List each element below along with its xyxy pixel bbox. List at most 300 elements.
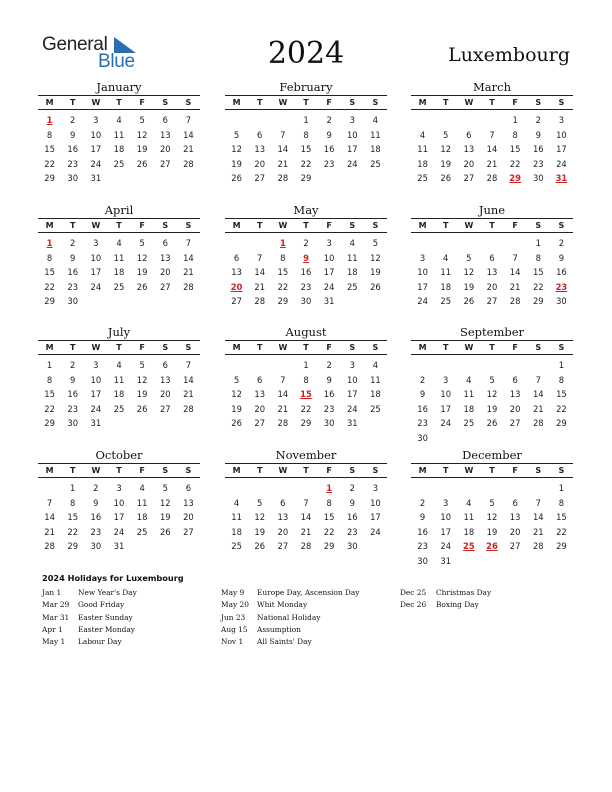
day-cell: 9 [558, 252, 565, 263]
day-cell: 26 [231, 418, 242, 428]
holiday-date: May 9 [221, 588, 245, 597]
weekday-label: M [418, 466, 427, 475]
holiday-row [221, 612, 359, 624]
day-cell: 14 [277, 144, 289, 154]
holiday-day-cell: 20 [230, 281, 243, 292]
weekday-label: S [372, 466, 379, 475]
holiday-day-cell: 25 [463, 541, 475, 551]
day-cell: 27 [509, 541, 521, 551]
day-cell: 14 [277, 389, 289, 399]
day-cell: 27 [159, 403, 171, 414]
weekday-label: M [45, 98, 54, 107]
weekday-label: M [45, 221, 54, 230]
day-cell: 6 [162, 115, 168, 125]
day-cell: 3 [93, 238, 99, 248]
day-cell: 24 [90, 158, 102, 169]
weekday-label: T [69, 466, 76, 475]
day-cell: 29 [532, 296, 544, 306]
empty-day-cell [411, 113, 434, 128]
day-cell: 12 [486, 389, 498, 399]
day-cell: 10 [370, 497, 381, 508]
weekday-label: W [91, 221, 101, 230]
day-cell: 20 [277, 526, 289, 537]
day-cell: 10 [323, 252, 335, 263]
holiday-day-cell: 31 [555, 173, 568, 183]
day-cell: 22 [277, 281, 289, 292]
holiday-name: Labour Day [78, 637, 122, 647]
weekday-label: T [256, 343, 263, 352]
empty-day-cell [527, 481, 550, 496]
day-cell: 17 [440, 526, 452, 537]
holiday-list-title: 2024 Holidays for Luxembourg [42, 573, 184, 583]
day-cell: 3 [349, 115, 355, 125]
day-cell: 2 [326, 115, 332, 125]
holiday-name: Whit Monday [257, 600, 308, 610]
days-grid [225, 233, 387, 309]
day-cell: 13 [277, 512, 289, 522]
day-cell: 3 [558, 115, 565, 125]
day-cell: 13 [254, 144, 266, 154]
day-cell: 24 [440, 418, 452, 428]
holiday-date: Mar 29 [42, 600, 70, 610]
day-cell: 22 [300, 403, 312, 414]
day-cell: 11 [136, 497, 148, 508]
weekday-label: S [558, 98, 565, 107]
holiday-day-cell: 23 [555, 281, 568, 292]
empty-day-cell [457, 113, 480, 128]
empty-day-cell [225, 236, 248, 251]
weekday-label: S [349, 466, 356, 475]
day-cell: 7 [185, 360, 192, 370]
day-cell: 18 [136, 512, 148, 522]
weekday-label: F [139, 221, 145, 230]
holiday-date: Apr 1 [42, 624, 63, 634]
day-cell: 30 [346, 541, 358, 551]
day-cell: 10 [346, 374, 358, 385]
weekday-label: M [418, 98, 427, 107]
weekday-label: T [256, 221, 263, 230]
day-cell: 24 [556, 158, 567, 169]
day-cell: 6 [466, 129, 472, 140]
holiday-list [42, 573, 582, 647]
day-cell: 28 [44, 541, 55, 551]
day-cell: 31 [440, 555, 452, 566]
day-cell: 7 [535, 497, 541, 508]
day-cell: 11 [346, 252, 358, 263]
weekday-label: W [464, 221, 474, 230]
day-cell: 25 [440, 296, 452, 306]
day-cell: 3 [372, 483, 379, 493]
day-cell: 16 [300, 267, 312, 277]
weekday-label: T [442, 98, 449, 107]
day-cell: 16 [417, 403, 428, 414]
weekday-header-row [411, 218, 573, 233]
empty-day-cell [38, 481, 61, 496]
day-cell: 29 [44, 296, 55, 306]
day-cell: 11 [113, 252, 125, 263]
day-cell: 8 [558, 497, 565, 508]
weekday-label: T [116, 221, 122, 230]
day-cell: 5 [443, 129, 449, 140]
day-cell: 3 [93, 360, 99, 370]
weekday-label: W [464, 343, 474, 352]
day-cell: 16 [323, 389, 335, 399]
holiday-day-cell: 15 [300, 389, 312, 399]
weekday-label: W [278, 98, 288, 107]
day-cell: 4 [116, 238, 122, 248]
weekday-label: F [139, 466, 145, 475]
day-cell: 7 [489, 129, 495, 140]
weekday-label: T [489, 343, 495, 352]
holiday-row [42, 587, 137, 599]
logo-general-text: General [42, 34, 108, 55]
day-cell: 23 [323, 403, 335, 414]
month-may [225, 203, 387, 309]
day-cell: 30 [67, 418, 79, 428]
day-cell: 6 [162, 238, 168, 248]
day-cell: 11 [370, 374, 381, 385]
day-cell: 9 [326, 374, 332, 385]
day-cell: 22 [556, 403, 567, 414]
day-cell: 23 [300, 281, 312, 292]
holiday-row [400, 599, 491, 611]
holiday-name: All Saints' Day [257, 637, 312, 647]
day-cell: 20 [254, 403, 266, 414]
day-cell: 17 [556, 144, 567, 154]
day-cell: 25 [370, 158, 381, 169]
weekday-label: W [278, 466, 288, 475]
weekday-header-row [38, 463, 200, 478]
day-cell: 13 [486, 267, 498, 277]
day-cell: 20 [183, 512, 194, 522]
day-cell: 28 [532, 418, 544, 428]
day-cell: 16 [323, 144, 335, 154]
day-cell: 6 [257, 129, 263, 140]
day-cell: 1 [303, 115, 309, 125]
day-cell: 16 [90, 512, 102, 522]
month-name: April [104, 203, 134, 217]
day-cell: 4 [372, 360, 379, 370]
days-grid [411, 110, 573, 186]
day-cell: 2 [326, 360, 332, 370]
empty-day-cell [457, 481, 480, 496]
day-cell: 19 [231, 158, 242, 169]
holiday-name: Europe Day, Ascension Day [257, 588, 360, 597]
day-cell: 22 [509, 158, 521, 169]
day-cell: 26 [486, 418, 498, 428]
day-cell: 9 [93, 497, 99, 508]
day-cell: 11 [463, 512, 475, 522]
weekday-label: F [326, 343, 332, 352]
day-cell: 9 [419, 389, 426, 399]
day-cell: 2 [419, 374, 426, 385]
weekday-label: T [256, 98, 263, 107]
day-cell: 27 [254, 418, 266, 428]
day-cell: 1 [558, 360, 565, 370]
day-cell: 11 [440, 267, 452, 277]
day-cell: 20 [509, 403, 521, 414]
day-cell: 22 [532, 281, 544, 292]
day-cell: 18 [463, 403, 475, 414]
day-cell: 29 [67, 541, 79, 551]
day-cell: 4 [116, 115, 122, 125]
month-july [38, 325, 200, 431]
day-cell: 22 [44, 158, 55, 169]
day-cell: 6 [185, 483, 192, 493]
day-cell: 29 [300, 418, 312, 428]
day-cell: 26 [136, 158, 148, 169]
day-cell: 25 [136, 526, 148, 537]
day-cell: 13 [509, 512, 521, 522]
weekday-label: T [69, 221, 76, 230]
weekday-label: M [232, 221, 241, 230]
weekday-label: S [162, 98, 169, 107]
day-cell: 17 [90, 267, 102, 277]
day-cell: 21 [44, 526, 55, 537]
day-cell: 15 [556, 389, 567, 399]
day-cell: 28 [183, 158, 194, 169]
day-cell: 20 [159, 389, 171, 399]
days-grid [38, 233, 200, 309]
day-cell: 31 [346, 418, 358, 428]
weekday-label: F [512, 221, 518, 230]
day-cell: 2 [70, 360, 76, 370]
day-cell: 13 [463, 144, 475, 154]
day-cell: 12 [159, 497, 171, 508]
holiday-date: Nov 1 [221, 637, 244, 647]
day-cell: 4 [372, 115, 379, 125]
day-cell: 11 [113, 374, 125, 385]
day-cell: 30 [300, 296, 312, 306]
day-cell: 21 [532, 403, 544, 414]
empty-day-cell [271, 358, 294, 373]
day-cell: 5 [489, 497, 495, 508]
day-cell: 8 [70, 497, 76, 508]
day-cell: 28 [277, 173, 289, 183]
day-cell: 24 [346, 158, 358, 169]
day-cell: 19 [136, 144, 148, 154]
holiday-day-cell: 1 [279, 238, 286, 248]
day-cell: 23 [346, 526, 358, 537]
day-cell: 10 [90, 129, 102, 140]
month-april [38, 203, 200, 309]
day-cell: 18 [440, 281, 452, 292]
day-cell: 22 [44, 403, 55, 414]
day-cell: 28 [183, 403, 194, 414]
weekday-label: M [232, 98, 241, 107]
holiday-date: Jun 23 [221, 612, 246, 622]
weekday-label: S [185, 98, 192, 107]
day-cell: 20 [486, 281, 498, 292]
month-june [411, 203, 573, 309]
day-cell: 18 [113, 267, 125, 277]
weekday-label: T [69, 343, 76, 352]
holiday-date: Dec 25 [400, 588, 427, 597]
day-cell: 12 [463, 267, 475, 277]
day-cell: 7 [46, 497, 53, 508]
day-cell: 28 [254, 296, 266, 306]
weekday-label: S [185, 221, 192, 230]
holiday-row [42, 612, 137, 624]
day-cell: 31 [90, 173, 102, 183]
weekday-label: S [349, 221, 356, 230]
day-cell: 28 [277, 418, 289, 428]
holiday-row [221, 599, 359, 611]
month-name: May [293, 203, 319, 217]
weekday-label: W [278, 343, 288, 352]
day-cell: 15 [300, 144, 312, 154]
day-cell: 9 [70, 129, 76, 140]
day-cell: 26 [231, 173, 242, 183]
day-cell: 5 [466, 252, 472, 263]
day-cell: 14 [509, 267, 521, 277]
day-cell: 28 [183, 281, 194, 292]
day-cell: 4 [443, 252, 449, 263]
day-cell: 30 [417, 555, 428, 566]
day-cell: 27 [277, 541, 289, 551]
day-cell: 17 [346, 389, 358, 399]
day-cell: 10 [113, 497, 125, 508]
days-grid [411, 233, 573, 309]
day-cell: 6 [512, 374, 518, 385]
day-cell: 14 [532, 512, 544, 522]
holiday-column [221, 587, 359, 648]
month-name: June [478, 203, 506, 217]
day-cell: 5 [233, 129, 240, 140]
weekday-label: T [442, 343, 449, 352]
empty-day-cell [480, 236, 503, 251]
empty-day-cell [248, 113, 271, 128]
month-name: January [96, 80, 142, 94]
weekday-label: F [139, 343, 145, 352]
day-cell: 3 [443, 497, 449, 508]
weekday-label: S [349, 343, 356, 352]
weekday-label: F [139, 98, 145, 107]
month-march [411, 80, 573, 186]
day-cell: 6 [233, 252, 240, 263]
day-cell: 17 [370, 512, 381, 522]
weekday-label: S [558, 221, 565, 230]
day-cell: 23 [323, 158, 335, 169]
holiday-column [400, 587, 491, 612]
day-cell: 8 [535, 252, 541, 263]
empty-day-cell [411, 236, 434, 251]
weekday-label: S [185, 466, 192, 475]
day-cell: 27 [463, 173, 475, 183]
day-cell: 18 [113, 144, 125, 154]
weekday-label: T [116, 343, 122, 352]
day-cell: 20 [159, 267, 171, 277]
day-cell: 26 [370, 281, 381, 292]
day-cell: 29 [323, 541, 335, 551]
weekday-label: W [91, 98, 101, 107]
day-cell: 24 [90, 403, 102, 414]
day-cell: 7 [185, 115, 192, 125]
day-cell: 6 [162, 360, 168, 370]
holiday-name: National Holiday [257, 612, 321, 622]
holiday-date: Jan 1 [42, 588, 62, 597]
day-cell: 14 [183, 129, 194, 140]
day-cell: 30 [323, 418, 335, 428]
holiday-date: May 20 [221, 600, 249, 610]
day-cell: 31 [90, 418, 102, 428]
day-cell: 7 [257, 252, 263, 263]
day-cell: 10 [346, 129, 358, 140]
day-cell: 15 [323, 512, 335, 522]
day-cell: 12 [486, 512, 498, 522]
weekday-header-row [225, 340, 387, 355]
day-cell: 13 [159, 374, 171, 385]
day-cell: 29 [300, 173, 312, 183]
day-cell: 25 [231, 541, 242, 551]
day-cell: 8 [46, 129, 53, 140]
empty-day-cell [504, 236, 527, 251]
day-cell: 24 [346, 403, 358, 414]
day-cell: 12 [136, 252, 148, 263]
holiday-row [42, 599, 137, 611]
day-cell: 23 [532, 158, 544, 169]
day-cell: 8 [303, 374, 309, 385]
day-cell: 15 [44, 144, 55, 154]
day-cell: 5 [162, 483, 168, 493]
page-header [0, 0, 612, 75]
holiday-row [42, 624, 137, 636]
day-cell: 24 [417, 296, 428, 306]
day-cell: 19 [486, 403, 498, 414]
day-cell: 5 [257, 497, 263, 508]
weekday-label: F [512, 466, 518, 475]
weekday-label: M [45, 343, 54, 352]
weekday-label: S [558, 343, 565, 352]
holiday-name: Easter Monday [78, 624, 135, 634]
weekday-header-row [225, 218, 387, 233]
day-cell: 13 [231, 267, 242, 277]
weekday-label: T [256, 466, 263, 475]
empty-day-cell [225, 113, 248, 128]
day-cell: 7 [280, 374, 286, 385]
weekday-label: T [489, 98, 495, 107]
day-cell: 10 [90, 252, 102, 263]
day-cell: 17 [90, 389, 102, 399]
weekday-label: S [349, 98, 356, 107]
day-cell: 5 [489, 374, 495, 385]
holiday-row [400, 587, 491, 599]
day-cell: 30 [417, 432, 428, 443]
weekday-label: S [535, 343, 542, 352]
weekday-header-row [38, 95, 200, 110]
day-cell: 6 [489, 252, 495, 263]
day-cell: 26 [463, 296, 475, 306]
day-cell: 15 [67, 512, 79, 522]
day-cell: 19 [370, 267, 381, 277]
day-cell: 18 [113, 389, 125, 399]
empty-day-cell [457, 358, 480, 373]
empty-day-cell [248, 481, 271, 496]
day-cell: 13 [509, 389, 521, 399]
day-cell: 18 [417, 158, 428, 169]
day-cell: 28 [509, 296, 521, 306]
day-cell: 2 [535, 115, 541, 125]
day-cell: 22 [556, 526, 567, 537]
day-cell: 25 [113, 158, 125, 169]
day-cell: 15 [509, 144, 521, 154]
day-cell: 16 [556, 267, 567, 277]
day-cell: 15 [44, 389, 55, 399]
day-cell: 27 [183, 526, 194, 537]
day-cell: 21 [183, 389, 194, 399]
weekday-label: M [45, 466, 54, 475]
weekday-label: M [418, 343, 427, 352]
